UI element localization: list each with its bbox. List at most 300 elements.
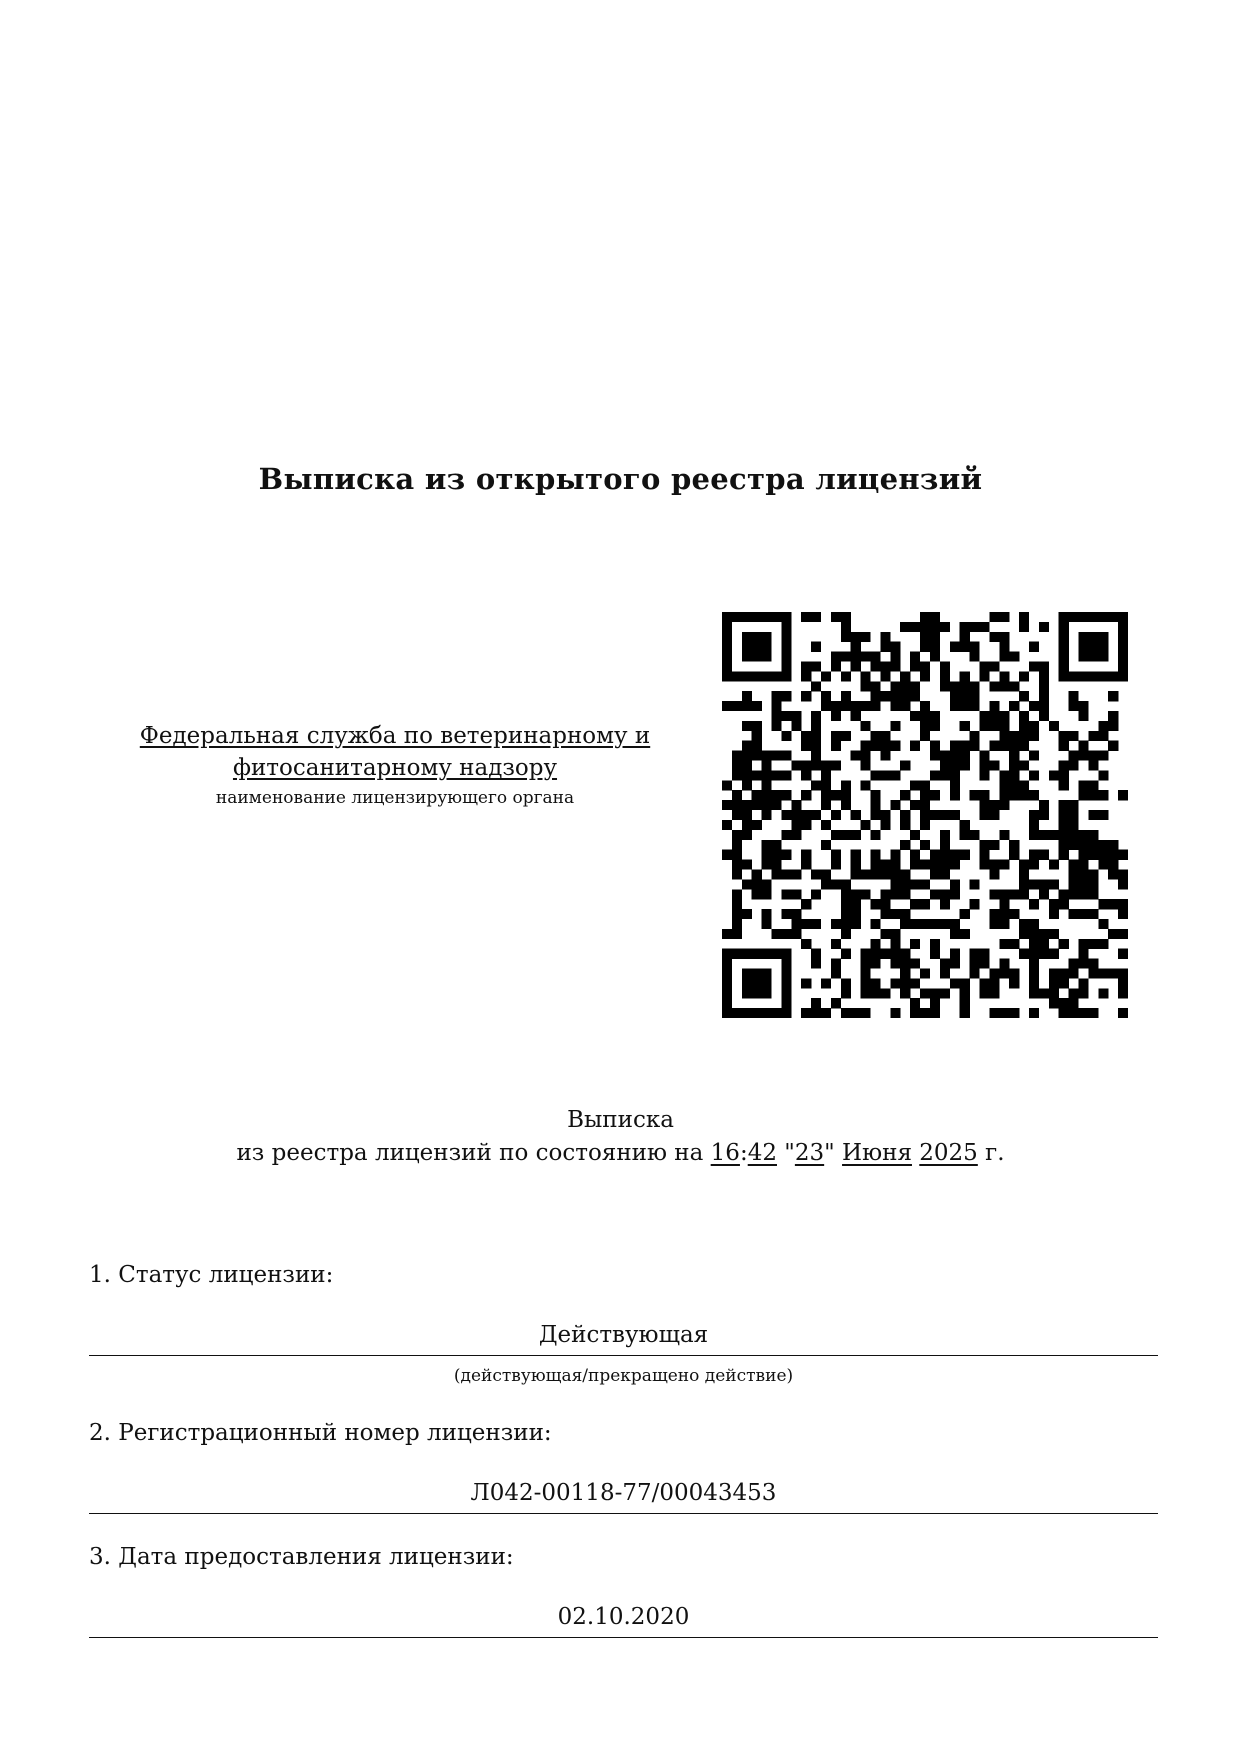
- qr-module: [1088, 889, 1098, 899]
- qr-module: [1019, 622, 1029, 632]
- qr-module: [950, 770, 960, 780]
- qr-module: [970, 949, 980, 959]
- qr-module: [841, 889, 851, 899]
- qr-module: [970, 790, 980, 800]
- qr-module: [950, 810, 960, 820]
- qr-module: [752, 869, 762, 879]
- qr-module: [742, 741, 752, 751]
- qr-module: [910, 652, 920, 662]
- qr-module: [1078, 949, 1088, 959]
- qr-module: [762, 1008, 772, 1018]
- qr-module: [940, 919, 950, 929]
- qr-module: [1039, 671, 1049, 681]
- qr-module: [762, 642, 772, 652]
- qr-module: [1039, 681, 1049, 691]
- qr-module: [999, 1008, 1009, 1018]
- qr-module: [1059, 731, 1069, 741]
- qr-module: [979, 721, 989, 731]
- qr-module: [940, 860, 950, 870]
- qr-module: [920, 860, 930, 870]
- qr-module: [841, 652, 851, 662]
- qr-module: [890, 860, 900, 870]
- qr-module: [861, 632, 871, 642]
- qr-module: [722, 612, 732, 622]
- qr-module: [791, 820, 801, 830]
- qr-module: [732, 612, 742, 622]
- qr-module: [811, 810, 821, 820]
- qr-module: [950, 701, 960, 711]
- qr-module: [811, 612, 821, 622]
- qr-module: [999, 800, 1009, 810]
- qr-module: [970, 741, 980, 751]
- field-label-reg-number: 2. Регистрационный номер лицензии:: [89, 1420, 552, 1446]
- qr-module: [1118, 949, 1128, 959]
- qr-module: [781, 612, 791, 622]
- qr-module: [1059, 820, 1069, 830]
- qr-module: [1049, 860, 1059, 870]
- qr-module: [979, 959, 989, 969]
- qr-module: [851, 889, 861, 899]
- qr-module: [1059, 612, 1069, 622]
- qr-module: [1078, 612, 1088, 622]
- qr-module: [772, 612, 782, 622]
- qr-module: [752, 671, 762, 681]
- qr-module: [900, 671, 910, 681]
- qr-module: [831, 612, 841, 622]
- qr-module: [781, 790, 791, 800]
- qr-module: [1078, 909, 1088, 919]
- qr-module: [1019, 869, 1029, 879]
- qr-module: [989, 701, 999, 711]
- qr-module: [1088, 780, 1098, 790]
- qr-module: [762, 988, 772, 998]
- qr-module: [1088, 869, 1098, 879]
- qr-module: [970, 731, 980, 741]
- qr-module: [1029, 968, 1039, 978]
- qr-module: [1059, 830, 1069, 840]
- qr-module: [762, 800, 772, 810]
- qr-module: [950, 919, 960, 929]
- qr-module: [841, 879, 851, 889]
- qr-module: [930, 1008, 940, 1018]
- qr-module: [821, 869, 831, 879]
- qr-module: [890, 929, 900, 939]
- qr-module: [732, 671, 742, 681]
- qr-module: [722, 701, 732, 711]
- qr-module: [880, 642, 890, 652]
- qr-module: [841, 790, 851, 800]
- qr-module: [1039, 800, 1049, 810]
- qr-module: [752, 770, 762, 780]
- qr-module: [811, 711, 821, 721]
- qr-module: [1088, 652, 1098, 662]
- qr-module: [871, 978, 881, 988]
- qr-module: [861, 869, 871, 879]
- qr-module: [732, 929, 742, 939]
- qr-module: [940, 662, 950, 672]
- qr-module: [851, 919, 861, 929]
- qr-module: [1009, 978, 1019, 988]
- qr-module: [841, 800, 851, 810]
- qr-module: [841, 691, 851, 701]
- qr-module: [762, 780, 772, 790]
- qr-module: [989, 988, 999, 998]
- qr-module: [930, 810, 940, 820]
- qr-module: [791, 909, 801, 919]
- qr-module: [791, 761, 801, 771]
- qr-module: [841, 949, 851, 959]
- qr-module: [1108, 721, 1118, 731]
- qr-module: [1108, 968, 1118, 978]
- qr-module: [880, 909, 890, 919]
- qr-module: [801, 671, 811, 681]
- qr-module: [910, 850, 920, 860]
- qr-module: [831, 959, 841, 969]
- qr-module: [1078, 869, 1088, 879]
- qr-module: [880, 770, 890, 780]
- qr-module: [752, 652, 762, 662]
- extract-day: 23: [794, 1140, 825, 1166]
- qr-module: [890, 770, 900, 780]
- qr-module: [1069, 691, 1079, 701]
- qr-module: [851, 909, 861, 919]
- qr-module: [1108, 860, 1118, 870]
- qr-module: [960, 909, 970, 919]
- qr-module: [722, 968, 732, 978]
- qr-module: [762, 949, 772, 959]
- qr-module: [940, 751, 950, 761]
- qr-module: [970, 899, 980, 909]
- qr-module: [1108, 612, 1118, 622]
- qr-module: [960, 691, 970, 701]
- qr-module: [762, 968, 772, 978]
- qr-module: [732, 840, 742, 850]
- qr-module: [732, 810, 742, 820]
- qr-module: [1039, 662, 1049, 672]
- qr-module: [861, 949, 871, 959]
- qr-module: [1069, 959, 1079, 969]
- qr-module: [920, 701, 930, 711]
- qr-module: [722, 1008, 732, 1018]
- qr-module: [960, 671, 970, 681]
- qr-module: [1078, 642, 1088, 652]
- qr-module: [732, 790, 742, 800]
- qr-module: [1098, 860, 1108, 870]
- qr-module: [1118, 632, 1128, 642]
- qr-module: [801, 662, 811, 672]
- qr-module: [831, 860, 841, 870]
- qr-module: [861, 820, 871, 830]
- field-label-status: 1. Статус лицензии:: [89, 1262, 334, 1288]
- qr-module: [1009, 681, 1019, 691]
- qr-module: [989, 1008, 999, 1018]
- qr-module: [742, 632, 752, 642]
- qr-module: [1098, 899, 1108, 909]
- qr-module: [871, 949, 881, 959]
- qr-module: [871, 800, 881, 810]
- qr-module: [801, 741, 811, 751]
- qr-module: [1069, 830, 1079, 840]
- qr-module: [762, 751, 772, 761]
- qr-module: [762, 761, 772, 771]
- qr-module: [1039, 701, 1049, 711]
- qr-module: [1069, 909, 1079, 919]
- qr-module: [762, 612, 772, 622]
- qr-module: [900, 790, 910, 800]
- issuer-name: [100, 720, 690, 784]
- qr-module: [989, 909, 999, 919]
- qr-module: [871, 899, 881, 909]
- qr-module: [801, 770, 811, 780]
- qr-module: [890, 691, 900, 701]
- qr-module: [841, 830, 851, 840]
- qr-module: [1118, 652, 1128, 662]
- qr-module: [742, 988, 752, 998]
- qr-module: [880, 820, 890, 830]
- qr-module: [1098, 988, 1108, 998]
- qr-module: [950, 879, 960, 889]
- qr-module: [1078, 889, 1088, 899]
- qr-module: [900, 919, 910, 929]
- qr-module: [999, 959, 1009, 969]
- qr-module: [999, 632, 1009, 642]
- qr-module: [970, 968, 980, 978]
- qr-module: [1059, 889, 1069, 899]
- qr-module: [1088, 968, 1098, 978]
- qr-module: [960, 820, 970, 830]
- qr-module: [772, 790, 782, 800]
- qr-module: [1049, 968, 1059, 978]
- qr-module: [940, 770, 950, 780]
- qr-module: [920, 731, 930, 741]
- qr-module: [1059, 978, 1069, 988]
- qr-module: [811, 731, 821, 741]
- qr-module: [871, 770, 881, 780]
- qr-module: [890, 741, 900, 751]
- qr-module: [1039, 711, 1049, 721]
- qr-module: [851, 632, 861, 642]
- qr-module: [871, 662, 881, 672]
- qr-module: [999, 919, 1009, 929]
- qr-module: [1059, 810, 1069, 820]
- qr-module: [1088, 642, 1098, 652]
- qr-module: [960, 1008, 970, 1018]
- qr-module: [1039, 889, 1049, 899]
- qr-module: [851, 850, 861, 860]
- qr-module: [970, 622, 980, 632]
- qr-module: [722, 671, 732, 681]
- qr-module: [989, 662, 999, 672]
- qr-module: [722, 988, 732, 998]
- qr-module: [742, 820, 752, 830]
- qr-module: [999, 770, 1009, 780]
- qr-module: [970, 652, 980, 662]
- qr-module: [880, 632, 890, 642]
- qr-module: [742, 770, 752, 780]
- qr-module: [970, 681, 980, 691]
- qr-module: [831, 879, 841, 889]
- field-label-issue-date: 3. Дата предоставления лицензии:: [89, 1544, 514, 1570]
- qr-module: [950, 741, 960, 751]
- qr-module: [762, 790, 772, 800]
- field-underline: [89, 1637, 1158, 1638]
- qr-module: [1118, 869, 1128, 879]
- qr-module: [821, 691, 831, 701]
- qr-module: [742, 968, 752, 978]
- qr-module: [791, 830, 801, 840]
- qr-module: [722, 949, 732, 959]
- qr-module: [1029, 959, 1039, 969]
- qr-module: [910, 998, 920, 1008]
- qr-module: [841, 929, 851, 939]
- qr-module: [910, 959, 920, 969]
- qr-module: [900, 909, 910, 919]
- qr-module: [1098, 968, 1108, 978]
- qr-module: [762, 632, 772, 642]
- qr-module: [752, 751, 762, 761]
- qr-module: [1019, 731, 1029, 741]
- qr-module: [900, 889, 910, 899]
- qr-module: [1019, 919, 1029, 929]
- field-value-reg-number: Л042-00118-77/00043453: [470, 1480, 777, 1506]
- extract-year-suffix: г.: [985, 1140, 1005, 1166]
- qr-module: [900, 691, 910, 701]
- qr-module: [1118, 790, 1128, 800]
- qr-module: [1029, 830, 1039, 840]
- qr-module: [841, 919, 851, 929]
- qr-module: [890, 939, 900, 949]
- qr-module: [999, 681, 1009, 691]
- qr-module: [900, 968, 910, 978]
- qr-module: [1098, 840, 1108, 850]
- qr-module: [1059, 780, 1069, 790]
- qr-module: [781, 949, 791, 959]
- qr-module: [772, 949, 782, 959]
- qr-module: [999, 939, 1009, 949]
- qr-module: [801, 691, 811, 701]
- qr-module: [752, 790, 762, 800]
- issuer-name-line1: Федеральная служба по ветеринарному и: [139, 723, 651, 749]
- qr-module: [910, 879, 920, 889]
- qr-module: [979, 988, 989, 998]
- qr-module: [900, 959, 910, 969]
- qr-module: [781, 622, 791, 632]
- qr-module: [871, 731, 881, 741]
- qr-module: [752, 879, 762, 889]
- qr-module: [940, 959, 950, 969]
- qr-module: [880, 899, 890, 909]
- qr-module: [1088, 939, 1098, 949]
- qr-module: [1049, 879, 1059, 889]
- qr-module: [762, 652, 772, 662]
- qr-module: [1088, 879, 1098, 889]
- qr-module: [890, 681, 900, 691]
- qr-module: [1049, 988, 1059, 998]
- qr-module: [1118, 929, 1128, 939]
- qr-module: [1009, 790, 1019, 800]
- qr-module: [811, 761, 821, 771]
- qr-module: [999, 860, 1009, 870]
- qr-module: [1098, 642, 1108, 652]
- qr-module: [801, 939, 811, 949]
- extract-heading: Выписка: [567, 1107, 674, 1133]
- qr-module: [920, 622, 930, 632]
- qr-module: [1069, 751, 1079, 761]
- qr-module: [960, 988, 970, 998]
- qr-module: [930, 998, 940, 1008]
- qr-module: [880, 929, 890, 939]
- qr-module: [940, 671, 950, 681]
- qr-module: [831, 662, 841, 672]
- qr-module: [1049, 909, 1059, 919]
- qr-module: [1059, 632, 1069, 642]
- qr-module: [1098, 721, 1108, 731]
- extract-heading-block: [0, 1104, 1241, 1170]
- qr-module: [1098, 671, 1108, 681]
- qr-module: [821, 701, 831, 711]
- qr-module: [861, 780, 871, 790]
- qr-module: [1029, 701, 1039, 711]
- qr-module: [1088, 761, 1098, 771]
- qr-module: [960, 761, 970, 771]
- qr-module: [1078, 988, 1088, 998]
- qr-module: [1069, 988, 1079, 998]
- qr-module: [979, 949, 989, 959]
- qr-module: [752, 741, 762, 751]
- qr-module: [1059, 899, 1069, 909]
- qr-module: [989, 721, 999, 731]
- qr-module: [1108, 671, 1118, 681]
- qr-module: [1029, 810, 1039, 820]
- qr-module: [762, 889, 772, 899]
- qr-module: [979, 622, 989, 632]
- qr-module: [781, 810, 791, 820]
- qr-module: [1069, 820, 1079, 830]
- qr-module: [732, 889, 742, 899]
- qr-module: [831, 741, 841, 751]
- qr-module: [1088, 959, 1098, 969]
- qr-module: [1098, 731, 1108, 741]
- qr-module: [1098, 751, 1108, 761]
- qr-module: [950, 642, 960, 652]
- document-title: Выписка из открытого реестра лицензий: [258, 462, 983, 496]
- qr-module: [890, 721, 900, 731]
- qr-module: [841, 632, 851, 642]
- qr-module: [930, 711, 940, 721]
- qr-module: [801, 612, 811, 622]
- qr-module: [970, 691, 980, 701]
- qr-module: [989, 860, 999, 870]
- qr-module: [1088, 1008, 1098, 1018]
- qr-module: [1059, 800, 1069, 810]
- qr-module: [871, 988, 881, 998]
- qr-module: [999, 889, 1009, 899]
- qr-module: [762, 840, 772, 850]
- qr-module: [989, 978, 999, 988]
- qr-module: [989, 632, 999, 642]
- qr-module: [940, 869, 950, 879]
- qr-module: [999, 612, 1009, 622]
- qr-module: [900, 840, 910, 850]
- qr-module: [1118, 909, 1128, 919]
- qr-module: [979, 860, 989, 870]
- qr-module: [781, 968, 791, 978]
- qr-module: [772, 691, 782, 701]
- qr-module: [831, 701, 841, 711]
- qr-module: [811, 889, 821, 899]
- qr-module: [1078, 840, 1088, 850]
- qr-module: [821, 770, 831, 780]
